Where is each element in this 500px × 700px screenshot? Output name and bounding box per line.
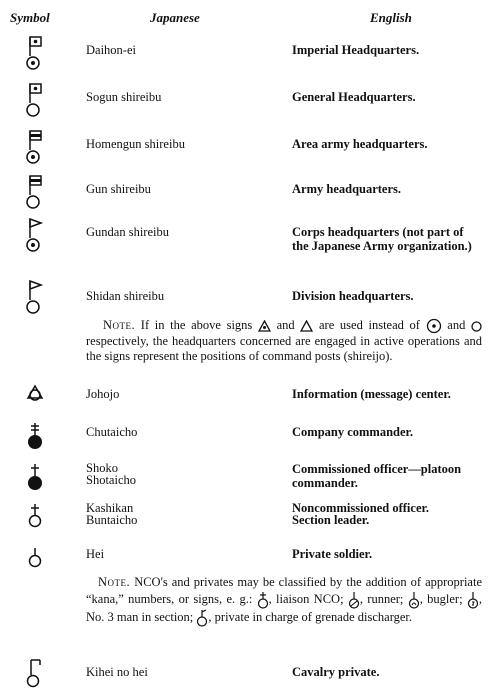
knot-icon: [22, 384, 48, 404]
english-term: Division headquarters.: [292, 289, 414, 303]
english-term: Commissioned officer—platoon commander.: [292, 462, 462, 490]
circle-tall-stem-icon: [467, 591, 479, 609]
english-term: Cavalry private.: [292, 665, 380, 679]
japanese-term: Johojo: [86, 387, 120, 401]
english-term: Imperial Headquarters.: [292, 43, 420, 57]
note-text: and: [441, 318, 471, 332]
note-text: , private in charge of grenade discharger.: [208, 610, 413, 625]
circle-tall-stem-icon: [348, 591, 360, 609]
japanese-term: Gundan shireibu: [86, 225, 169, 239]
japanese-term: Sogun shireibu: [86, 90, 162, 104]
header-symbol: Symbol: [10, 10, 50, 25]
circle-tall-stem-icon: [408, 591, 420, 609]
note-text: , bugler;: [419, 592, 467, 606]
japanese-term: Chutaicho: [86, 425, 138, 439]
circle-tall-stem-icon: [257, 591, 269, 609]
note-paragraph: [86, 318, 482, 364]
cross-circle-icon: [22, 503, 48, 529]
note-lead: Note.: [102, 318, 136, 332]
header-japanese: Japanese: [150, 10, 200, 25]
header-english: English: [370, 10, 412, 25]
note-paragraph: [86, 574, 482, 627]
flag-dot-icon: [22, 130, 48, 166]
cross-filled-icon: [22, 463, 48, 493]
japanese-term: Gun shireibu: [86, 182, 151, 196]
triangle-icon: [300, 320, 313, 332]
japanese-term: Daihon-ei: [86, 43, 136, 57]
note-text: are used instead of: [313, 318, 426, 332]
english-term: Noncommissioned officer. Section leader.: [292, 501, 430, 527]
note-text: , runner;: [359, 592, 408, 606]
circle-stem-icon: [22, 547, 48, 569]
note-lead: Note.: [98, 575, 131, 589]
english-term: Company commander.: [292, 425, 414, 439]
japanese-term: Hei: [86, 547, 105, 561]
japanese-term: Kihei no hei: [86, 665, 148, 679]
flag-dot-icon: [22, 83, 48, 119]
note-text: NCO's and privates may be classified by the addition of appropriate “kana,” numbers, or signs, e. g.:: [86, 575, 483, 606]
note-text: If in the above signs: [135, 318, 258, 332]
circle-tall-stem-icon: [196, 609, 208, 627]
english-term: Army headquarters.: [292, 182, 402, 196]
flag-dot-icon: [22, 280, 48, 316]
japanese-term: Homengun shireibu: [86, 137, 185, 151]
flag-dot-icon: [22, 36, 48, 72]
flag-dot-icon: [22, 175, 48, 211]
note-text: respectively, the headquarters concerned are engaged in active operations and the signs represent the positions of command posts (shireijo).: [86, 334, 482, 364]
note-text: , No. 3 man in section;: [86, 592, 482, 625]
note-text: and: [270, 318, 301, 332]
english-term: Private soldier.: [292, 547, 373, 561]
japanese-term: Shidan shireibu: [86, 289, 165, 303]
english-term: Corps headquarters (not part of the Japanese Army organization.): [292, 225, 472, 253]
japanese-term: Kashikan Buntaicho: [86, 501, 138, 527]
english-term: Information (message) center.: [292, 387, 451, 401]
circle-icon: [471, 321, 482, 332]
english-term: Area army headquarters.: [292, 137, 428, 151]
flag-dot-icon: [22, 218, 48, 254]
japanese-term: Shoko Shotaicho: [86, 461, 136, 487]
cavalry-flag-icon: [22, 659, 48, 689]
note-text: , liaison NCO;: [268, 592, 348, 606]
circle-dot-icon: [426, 318, 442, 334]
english-term: General Headquarters.: [292, 90, 416, 104]
triangle-dot-icon: [258, 320, 271, 332]
cross-filled-icon: [22, 422, 48, 452]
